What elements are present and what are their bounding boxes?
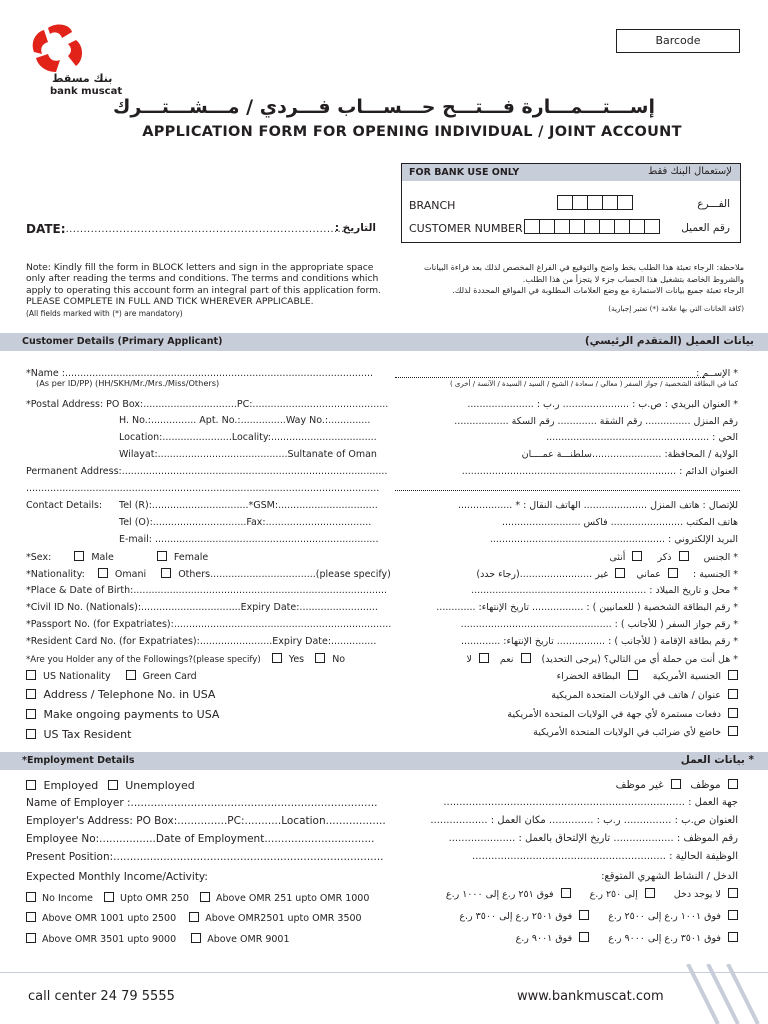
- note-ar-line: الرجاء تعبئة جميع بيانات الاستمارة مع وضع العلامات المطلوبة في المواقع المحددة لذلك.: [452, 286, 744, 295]
- income-row-1-ar: [446, 888, 738, 900]
- income-option-label: Upto OMR 250: [120, 893, 189, 904]
- resident-card-ar[interactable]: * رقم بطاقة الإقامة ( للأجانب ) : ................ تاريخ الإنتهاء: .............: [461, 636, 738, 647]
- holder-no-checkbox[interactable]: [315, 653, 325, 663]
- civil-id-ar[interactable]: * رقم البطاقة الشخصية ( للعمانيين ) : ................. تاريخ الإنتهاء: .............: [436, 602, 738, 613]
- barcode-box: [616, 29, 740, 53]
- birth-field[interactable]: *Place & Date of Birth:....................................................................................: [26, 585, 388, 596]
- unemployed-checkbox-ar[interactable]: [671, 779, 681, 789]
- income-option-checkbox-ar[interactable]: [728, 888, 738, 898]
- omani-checkbox-ar[interactable]: [668, 568, 678, 578]
- holder-yes-label-ar: نعم: [499, 654, 514, 665]
- note-en-line: PLEASE COMPLETE IN FULL AND TICK WHEREVER APPLICABLE.: [26, 296, 314, 308]
- us-tax-row-ar: [533, 726, 738, 738]
- nationality-label: *Nationality:: [26, 569, 85, 580]
- nationality-row: [26, 568, 391, 580]
- house-field[interactable]: H. No.:............... Apt. No.:...............Way No.:..............: [119, 415, 371, 426]
- us-address-label: Address / Telephone No. in USA: [43, 688, 216, 701]
- employee-no-field[interactable]: Employee No:.................Date of Employment.................................: [26, 833, 375, 845]
- holder-no-label: No: [332, 654, 346, 665]
- male-checkbox[interactable]: [74, 551, 84, 561]
- customer-details-heading-ar: بيانات العميل (المتقدم الرئيسي): [584, 335, 754, 347]
- us-nationality-label: US Nationality: [43, 671, 111, 682]
- income-option-checkbox[interactable]: [104, 892, 114, 902]
- wilayat-field[interactable]: Wilayat:...........................................Sultanate of Oman: [119, 449, 377, 460]
- postal-address-ar[interactable]: * العنوان البريدي : ص.ب : ...................... ر.ب : ......................: [467, 399, 738, 410]
- green-card-checkbox[interactable]: [126, 670, 136, 680]
- male-label: Male: [91, 552, 114, 563]
- us-tax-checkbox[interactable]: [26, 729, 36, 739]
- customer-number-boxes[interactable]: [525, 219, 660, 234]
- sex-label-ar: * الجنس: [703, 552, 738, 563]
- us-address-checkbox[interactable]: [26, 689, 36, 699]
- holder-question: *Are you Holder any of the Followings?(please specify): [26, 655, 261, 665]
- us-payments-row-ar: [507, 708, 738, 720]
- income-option-checkbox[interactable]: [26, 912, 36, 922]
- contact-ar[interactable]: للإتصال : هاتف المنزل ..................... الهاتف النقال : * ..................: [457, 500, 738, 511]
- income-label: Expected Monthly Income/Activity:: [26, 871, 208, 883]
- holder-question-ar: * هل أنت من حملة أي من التالي؟ (يرجى التحديد): [541, 654, 738, 665]
- income-option-checkbox-ar[interactable]: [579, 910, 589, 920]
- income-option-checkbox[interactable]: [191, 933, 201, 943]
- customer-number-label: CUSTOMER NUMBER: [409, 222, 523, 235]
- location-field[interactable]: Location:.......................Locality:...................................: [119, 432, 377, 443]
- customer-number-label-ar: رقم العميل: [681, 222, 730, 234]
- office-ar[interactable]: هاتف المكتب ........................ فاكس ..........................: [502, 517, 738, 528]
- note-en-line: Note: Kindly fill the form in BLOCK letters and sign in the appropriate space: [26, 262, 374, 273]
- employed-checkbox-ar[interactable]: [728, 779, 738, 789]
- omani-checkbox[interactable]: [98, 568, 108, 578]
- email-field[interactable]: E-mail: ..........................................................................: [119, 534, 379, 545]
- income-row-1: [26, 892, 369, 904]
- note-en: [26, 262, 381, 319]
- note-ar-line: والشروط الخاصة بتشغيل هذا الحساب جزء لا يتجزأ من هذا الطلب.: [522, 274, 744, 284]
- barcode-label: Barcode: [655, 34, 701, 47]
- income-option-checkbox-ar[interactable]: [561, 888, 571, 898]
- green-card-label: Green Card: [142, 671, 197, 682]
- income-label-ar: الدخل / النشاط الشهري المتوقع:: [601, 871, 738, 882]
- employed-checkbox[interactable]: [26, 780, 36, 790]
- us-nationality-checkbox[interactable]: [26, 670, 36, 680]
- date-label-ar: التاريخ :: [334, 222, 376, 234]
- note-en-line: apply to operating this account form an integral part of this application form.: [26, 284, 382, 296]
- postal-address-field[interactable]: *Postal Address: PO Box:...............................PC:.............................................: [26, 399, 389, 410]
- date-field[interactable]: ...............................................................................: [62, 224, 345, 235]
- nationality-label-ar: * الجنسية :: [693, 569, 738, 580]
- us-tax-label-ar: خاضع لأي ضرائب في الولايات المتحدة الأمريكية: [533, 727, 721, 738]
- others-label[interactable]: Others...................................(please specify): [178, 569, 391, 580]
- bank-use-heading-ar: لإستعمال البنك فقط: [648, 166, 732, 177]
- us-address-row-ar: [551, 689, 738, 701]
- note-en-line: only after reading the terms and conditions. The terms and conditions which: [26, 273, 379, 285]
- name-label-ar: * الإســم :: [696, 368, 738, 379]
- note-ar-line: ملاحظة: الرجاء تعبئة هذا الطلب بخط واضح والتوقيع في الفراغ المخصص لذلك بعد قراءة البيانات: [424, 263, 744, 272]
- passport-ar[interactable]: * رقم جواز السفر ( للأجانب ) : ..................................................: [460, 619, 738, 630]
- income-option-checkbox-ar[interactable]: [728, 910, 738, 920]
- male-checkbox-ar[interactable]: [679, 551, 689, 561]
- employed-row-ar: [616, 779, 738, 791]
- us-payments-row: [26, 708, 219, 721]
- income-option-label: Above OMR2501 upto OMR 3500: [205, 913, 362, 924]
- income-option-label-ar: لا يوجد دخل: [673, 889, 721, 900]
- employer-name-field[interactable]: Name of Employer :..........................................................................: [26, 797, 378, 809]
- us-payments-checkbox-ar[interactable]: [728, 708, 738, 718]
- bank-use-heading-en: FOR BANK USE ONLY: [409, 167, 520, 178]
- footer-divider: [0, 972, 768, 973]
- female-checkbox[interactable]: [157, 551, 167, 561]
- name-field[interactable]: *Name :......................................................................................................: [26, 368, 374, 379]
- income-row-3-ar: [516, 932, 738, 944]
- female-label-ar: أنثى: [609, 552, 626, 563]
- us-nationality-label-ar: الجنسية الأمريكية: [652, 671, 721, 682]
- wilayat-ar[interactable]: الولاية / المحافظة: .......................سلطنـــة عمــــان: [521, 449, 738, 460]
- green-card-checkbox-ar[interactable]: [628, 670, 638, 680]
- us-payments-checkbox[interactable]: [26, 709, 36, 719]
- income-row-2-ar: [459, 910, 738, 922]
- female-checkbox-ar[interactable]: [632, 551, 642, 561]
- unemployed-label: Unemployed: [125, 779, 195, 792]
- holder-yes-checkbox[interactable]: [272, 653, 282, 663]
- bank-logo-icon: [26, 22, 96, 77]
- income-option-label: No Income: [42, 893, 93, 904]
- employer-address-field[interactable]: Employer's Address: PO Box:...............PC:...........Location..................: [26, 815, 386, 827]
- income-row-3: [26, 933, 290, 945]
- sex-row: [26, 551, 208, 563]
- employer-address-ar[interactable]: العنوان ص.ب : ............... ر.ب : .............. مكان العمل : ..................: [430, 815, 738, 826]
- female-label: Female: [173, 552, 209, 563]
- employed-row: [26, 779, 195, 792]
- customer-details-heading: Customer Details (Primary Applicant): [22, 336, 223, 347]
- holder-yes-checkbox-ar[interactable]: [521, 653, 531, 663]
- income-option-checkbox-ar[interactable]: [645, 888, 655, 898]
- civil-id-field[interactable]: *Civil ID No. (Nationals):.................................Expiry Date:..........................: [26, 602, 378, 613]
- income-option-label-ar: فوق ٩٠٠١ ر.ع: [515, 933, 573, 944]
- us-tax-label: US Tax Resident: [43, 728, 132, 741]
- name-subtitle-ar: كما في البطاقة الشخصية / جواز السفر ( معالي / سعادة / الشيخ / السيد / السيدة / الآنسة / أخرى ): [449, 380, 738, 388]
- name-subtitle: (As per ID/PP) (HH/SKH/Mr./Mrs./Miss/Others): [36, 378, 220, 388]
- income-option-label-ar: فوق ٣٥٠١ ر.ع إلى ٩٠٠٠ ر.ع: [608, 933, 721, 944]
- other-label-ar[interactable]: غير ........................(رجاء حدد): [476, 569, 609, 580]
- us-nationality-checkbox-ar[interactable]: [728, 670, 738, 680]
- bank-name-en: bank muscat: [50, 86, 123, 97]
- passport-field[interactable]: *Passport No. (for Expatriates):........................................................................: [26, 619, 392, 630]
- permanent-address-field[interactable]: Permanent Address:........................................................................................: [26, 466, 388, 477]
- us-nationality-row: [26, 670, 197, 682]
- sex-label: *Sex:: [26, 552, 52, 563]
- footer-swoosh-icon: [678, 964, 768, 1024]
- bank-logo: [22, 22, 122, 102]
- income-option-checkbox[interactable]: [26, 933, 36, 943]
- sex-row-ar: [609, 551, 738, 563]
- date-label: DATE:: [26, 222, 66, 236]
- income-row-2: [26, 912, 362, 924]
- employment-details-heading-ar: * بيانات العمل: [680, 754, 754, 766]
- income-option-label: Above OMR 251 upto OMR 1000: [216, 893, 370, 904]
- nationality-row-ar: [476, 568, 738, 580]
- unemployed-label-ar: غير موظف: [615, 779, 664, 791]
- income-option-label-ar: إلى ٢٥٠ ر.ع: [589, 889, 638, 900]
- tel-o-field[interactable]: Tel (O):...............................Fax:...................................: [119, 517, 372, 528]
- bank-name-ar: بنك مسقط: [52, 72, 113, 85]
- income-option-checkbox[interactable]: [26, 892, 36, 902]
- email-ar[interactable]: البريد الإلكتروني : ..........................................................: [489, 534, 738, 545]
- us-tax-row: [26, 728, 131, 741]
- note-en-small: (All fields marked with (*) are mandatory): [26, 308, 183, 318]
- other-checkbox-ar[interactable]: [615, 568, 625, 578]
- branch-label: BRANCH: [409, 199, 456, 212]
- birth-ar[interactable]: * محل و تاريخ الميلاد : ..........................................................: [471, 585, 738, 596]
- unemployed-checkbox[interactable]: [108, 780, 118, 790]
- employer-name-ar[interactable]: جهة العمل : ............................................................................: [443, 797, 738, 808]
- income-option-label-ar: فوق ١٠٠١ ر.ع إلى ٢٥٠٠ ر.ع: [608, 911, 721, 922]
- income-option-checkbox[interactable]: [189, 912, 199, 922]
- hay-ar[interactable]: الحي : ......................................................: [546, 432, 738, 443]
- holder-no-label-ar: لا: [466, 654, 472, 665]
- name-field-ar[interactable]: [395, 370, 705, 378]
- income-option-label: Above OMR 9001: [207, 934, 290, 945]
- customer-details-band: [0, 333, 768, 351]
- holder-row: [26, 653, 345, 665]
- website-link[interactable]: www.bankmuscat.com: [517, 989, 664, 1004]
- us-address-label-ar: عنوان / هاتف في الولايات المتحدة المريكية: [551, 690, 721, 701]
- income-option-checkbox[interactable]: [200, 892, 210, 902]
- holder-no-checkbox-ar[interactable]: [479, 653, 489, 663]
- present-position-ar[interactable]: الوظيفة الحالية : .............................................................: [472, 851, 738, 862]
- income-option-label-ar: فوق ٢٥٠١ ر.ع إلى ٣٥٠٠ ر.ع: [459, 911, 573, 922]
- us-address-checkbox-ar[interactable]: [728, 689, 738, 699]
- male-label-ar: ذكر: [657, 552, 672, 563]
- note-ar-small: (كافة الخانات التي بها علامة (*) تعتبر إجبارية): [608, 303, 744, 313]
- employment-details-heading: *Employment Details: [22, 755, 135, 766]
- others-checkbox[interactable]: [161, 568, 171, 578]
- branch-boxes[interactable]: [558, 195, 633, 210]
- income-option-checkbox-ar[interactable]: [579, 932, 589, 942]
- income-option-label: Above OMR 1001 upto 2500: [42, 913, 177, 924]
- employment-details-band: [0, 752, 768, 770]
- employed-label-ar: موظف: [690, 779, 721, 791]
- permanent-address-ar-line2[interactable]: [395, 483, 740, 491]
- employed-label: Employed: [43, 779, 99, 792]
- income-option-label-ar: فوق ٢٥١ ر.ع إلى ١٠٠٠ ر.ع: [445, 889, 554, 900]
- holder-yes-label: Yes: [288, 654, 305, 665]
- us-payments-label-ar: دفعات مستمرة لأي جهة في الولايات المتحدة الأمريكية: [507, 709, 721, 720]
- bank-use-box: [401, 163, 741, 243]
- contact-details-label: Contact Details:: [26, 500, 103, 511]
- us-nationality-row-ar: [557, 670, 738, 682]
- us-address-row: [26, 688, 215, 701]
- branch-label-ar: الفـــرع: [697, 198, 730, 210]
- permanent-address-line2[interactable]: .....................................................................................................................: [26, 483, 380, 494]
- house-ar[interactable]: رقم المنزل ............... رقم الشقة ............. رقم السكة ..................: [454, 416, 738, 427]
- title-en: APPLICATION FORM FOR OPENING INDIVIDUAL / JOINT ACCOUNT: [142, 124, 682, 140]
- holder-row-ar: [466, 653, 738, 665]
- employee-no-ar[interactable]: رقم الموظف : ................... تاريخ الإلتحاق بالعمل : .....................: [448, 833, 738, 844]
- permanent-address-ar[interactable]: العنوان الدائم : .......................................................................: [461, 466, 738, 477]
- omani-label: Omani: [114, 569, 147, 580]
- title-ar: إســـتـــمـــارة فـــتـــح حـــســـاب فـــردي / مـــشـــتـــرك: [113, 96, 655, 118]
- income-option-label: Above OMR 3501 upto 9000: [42, 934, 177, 945]
- tel-r-field[interactable]: Tel (R):................................*GSM:.................................: [119, 500, 378, 511]
- note-ar: [424, 262, 744, 314]
- income-option-checkbox-ar[interactable]: [728, 932, 738, 942]
- call-center: call center 24 79 5555: [28, 989, 175, 1004]
- us-payments-label: Make ongoing payments to USA: [43, 708, 220, 721]
- us-tax-checkbox-ar[interactable]: [728, 726, 738, 736]
- resident-card-field[interactable]: *Resident Card No. (for Expatriates):........................Expiry Date:...............: [26, 636, 377, 647]
- omani-label-ar: عماني: [636, 569, 661, 580]
- present-position-field[interactable]: Present Position:.................................................................................: [26, 851, 384, 863]
- green-card-label-ar: البطاقة الخضراء: [556, 671, 621, 682]
